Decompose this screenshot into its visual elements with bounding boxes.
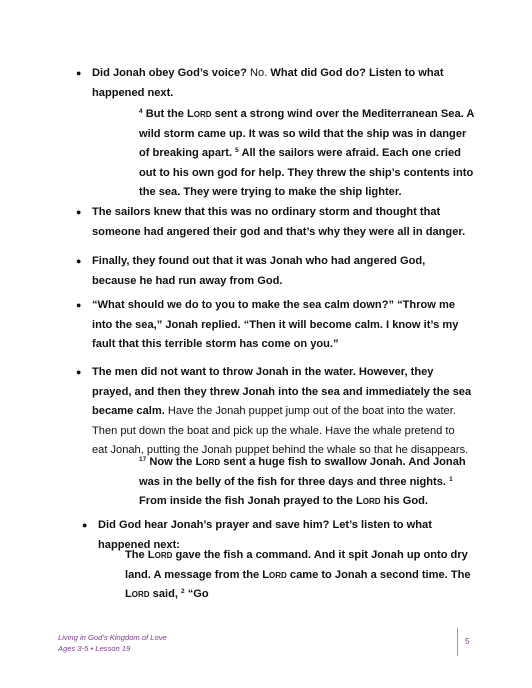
item-bold-text: “What should we do to you to make the sea calm down?” “Throw me into the sea,” Jonah replied. “Then it will become calm. I know it’s my fault that this terrible storm has come on you.” [92,299,459,350]
bullet-icon: ● [76,300,82,310]
verse-number: 2 [181,588,185,595]
quote-text: sent a huge fish to swallow Jonah. And Jonah was in the belly of the fish for three days and three nights. [139,456,466,488]
quote-text: came to Jonah a second time. The L [125,568,471,600]
quote-text: gave the fish a command. And it spit Jonah up onto dry land. A message from the L [125,549,468,581]
bullet-icon: ● [76,207,82,217]
quote-text: “Go [184,588,209,600]
verse-number: 5 [235,147,239,154]
lord-small-caps: ORD [131,590,150,599]
quote-text: But the L [142,108,194,120]
item-normal-text: Have the Jonah puppet jump out of the boat into the water. Then put down the boat and pick up the whale. Have the whale pretend to eat Jonah, putting the Jonah puppet behind the whale so that he disappears. [92,405,469,456]
item-bold-text: Finally, they found out that it was Jonah who had angered God, because he had run away from God. [92,255,426,287]
quote-text: All the sailors were afraid. Each one cried out to his own god for help. They threw the ship’s contents into the sea. They were trying to make the ship lighter. [139,147,474,198]
bullet-icon: ● [76,367,82,377]
scripture-quote-3 [125,546,477,605]
quote-text: From inside the fish Jonah prayed to the L [139,495,363,507]
bullet-item-found-out [76,252,472,291]
lord-small-caps: ORD [193,110,212,119]
verse-number: 4 [139,108,143,115]
bullet-icon: ● [82,520,88,530]
footer-divider [457,628,458,656]
quote-text: said, [149,588,182,600]
item-bold-text: Did Jonah obey God’s voice? [92,67,247,79]
scripture-quote-2 [139,453,477,512]
lord-small-caps: ORD [202,458,221,467]
bullet-item-calm-sea [76,296,472,355]
lord-small-caps: ORD [269,570,287,580]
quote-text: his God. [380,495,428,507]
bullet-icon: ● [76,68,82,78]
item-normal-text: No. [246,67,271,79]
bullet-item-throw-jonah [76,363,472,461]
footer-title [58,632,167,654]
lord-small-caps: ORD [362,497,381,506]
footer-lesson-info: Ages 3-5 • Lesson 19 [58,644,131,653]
lord-small-caps: ORD [154,551,173,560]
bullet-icon: ● [76,256,82,266]
quote-text: sent a strong wind over the Mediterranean Sea. A wild storm came up. It was so wild that the ship was in danger of breaking apart. [139,108,474,159]
quote-text: The L [125,549,155,561]
scripture-quote-1 [139,105,477,203]
quote-text: Now the L [146,456,203,468]
item-bold-text: The sailors knew that this was no ordinary storm and thought that someone had angered their god and that’s why they were all in danger. [92,206,466,238]
item-bold-text-2: What did God do? Listen to what happened next. [92,67,444,99]
verse-number: 17 [139,456,147,463]
bullet-item-sailors [76,203,472,242]
item-bold-text: Did God hear Jonah’s prayer and save him? Let’s listen to what happened next: [98,519,432,551]
bullet-item-obey [76,64,472,103]
page-number: 5 [465,637,470,646]
item-bold-text: The men did not want to throw Jonah in the water. However, they prayed, and then they threw Jonah into the sea and immediately the sea became calm. [92,366,472,417]
verse-number: 1 [449,475,453,483]
footer-series-title: Living in God’s Kingdom of Love [58,633,167,642]
